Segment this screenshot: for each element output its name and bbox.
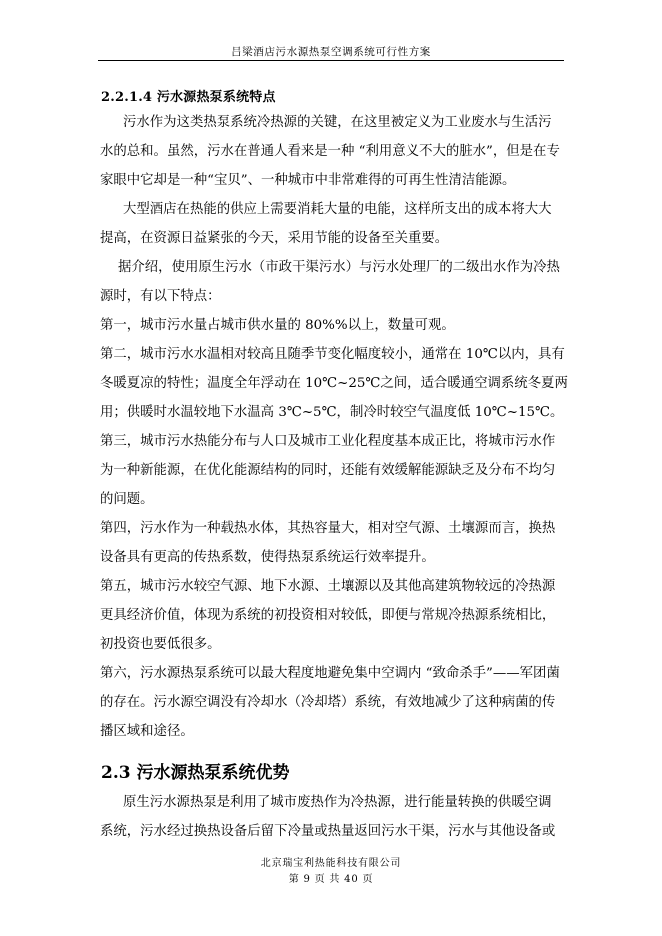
list-item-line: 设备具有更高的传热系数，使得热泵系统运行效率提升。 (100, 550, 435, 565)
page-header-title: 吕梁酒店污水源热泵空调系统可行性方案 (231, 46, 431, 58)
section-title: 2.2.1.4 污水源热泵系统特点 (101, 90, 276, 105)
paragraph-line: 水的总和。虽然，污水在普通人看来是一种 “利用意义不大的脏水”，但是在专 (100, 144, 560, 159)
paragraph-line: 原生污水源热泵是利用了城市废热作为冷热源，进行能量转换的供暖空调 (123, 795, 552, 810)
paragraph-line: 源时，有以下特点： (100, 289, 221, 304)
list-item-line: 第四，污水作为一种载热水体，其热容量大，相对空气源、土壤源而言，换热 (100, 521, 556, 536)
list-item-line: 播区域和途径。 (100, 724, 194, 739)
list-item-line: 的存在。污水源空调没有冷却水（冷却塔）系统，有效地减少了这种病菌的传 (100, 695, 556, 710)
paragraph-line: 提高，在资源日益紧张的今天，采用节能的设备至关重要。 (100, 231, 449, 246)
list-item-line: 第三，城市污水热能分布与人口及城市工业化程度基本成正比，将城市污水作 (100, 434, 556, 449)
list-item-line: 第二，城市污水水温相对较高且随季节变化幅度较小，通常在 10℃以内，具有 (100, 347, 565, 362)
list-item-line: 第五，城市污水较空气源、地下水源、土壤源以及其他高建筑物较远的冷热源 (100, 579, 556, 594)
list-item-line: 第六，污水源热泵系统可以最大程度地避免集中空调内 “致命杀手”——军团菌 (100, 666, 560, 681)
list-item-line: 为一种新能源，在优化能源结构的同时，还能有效缓解能源缺乏及分布不均匀 (100, 463, 556, 478)
paragraph-line: 系统，污水经过换热设备后留下冷量或热量返回污水干渠，污水与其他设备或 (100, 824, 556, 839)
footer-company: 北京瑞宝利热能科技有限公司 (260, 858, 402, 869)
list-item-line: 冬暖夏凉的特性；温度全年浮动在 10℃~25℃之间，适合暖通空调系统冬夏两 (100, 376, 568, 391)
list-item-line: 用；供暖时水温较地下水温高 3℃~5℃，制冷时较空气温度低 10℃~15℃。 (100, 405, 564, 420)
paragraph-line: 据介绍，使用原生污水（市政干渠污水）与污水处理厂的二级出水作为冷热 (118, 260, 560, 275)
list-item-line: 更具经济价值，体现为系统的初投资相对较低，即便与常规冷热源系统相比， (100, 608, 556, 623)
paragraph-line: 家眼中它却是一种“宝贝”、一种城市中非常难得的可再生性清洁能源。 (100, 173, 516, 188)
list-item-line: 初投资也要低很多。 (100, 637, 221, 652)
paragraph-line: 大型酒店在热能的供应上需要消耗大量的电能，这样所支出的成本将大大 (123, 202, 552, 217)
footer-page-number: 第 9 页 共 40 页 (288, 874, 374, 885)
list-item-line: 第一，城市污水量占城市供水量的 80%%以上，数量可观。 (100, 318, 455, 333)
section-heading: 2.3 污水源热泵系统优势 (101, 763, 290, 783)
list-item-line: 的问题。 (100, 492, 154, 507)
paragraph-line: 污水作为这类热泵系统冷热源的关键，在这里被定义为工业废水与生活污 (123, 115, 552, 130)
header-divider (98, 60, 564, 61)
